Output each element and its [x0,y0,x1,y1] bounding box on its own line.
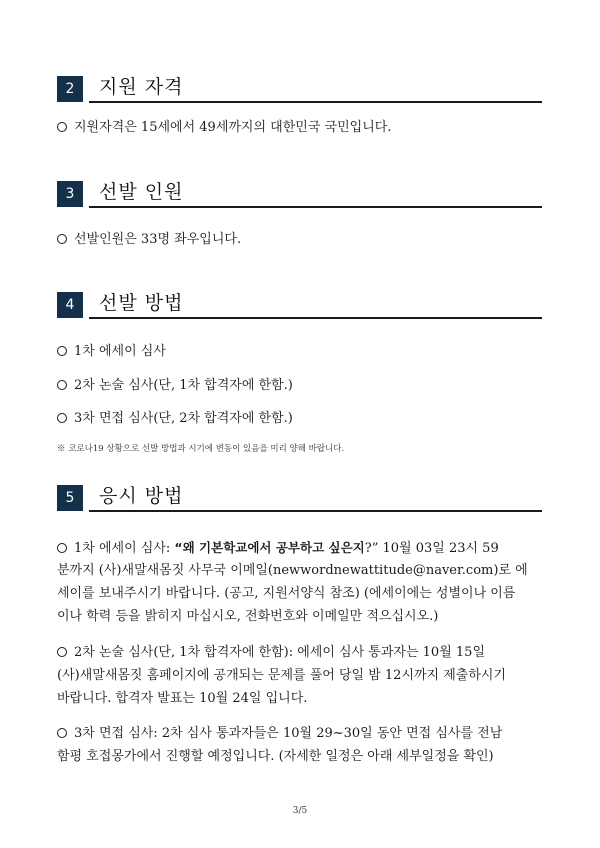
section-number: 4 [57,292,83,318]
paragraph-line: 3차 면접 심사: 2차 심사 통과자들은 10월 29~30일 동안 면접 심사를 전남 [57,722,542,745]
paragraph-line: 이나 학력 등을 밝히지 마십시오, 전화번호와 이메일만 적으십시오.) [57,609,439,624]
section-header-qualification [57,76,542,102]
list-item-text: 선발인원은 33명 좌우입니다. [74,232,242,247]
list-item-text: 1차 에세이 심사 [74,344,166,359]
section-title: 선발 방법 [99,292,184,314]
notice-text: ※ 코로나19 상황으로 선발 방법과 시기에 변동이 있음을 미리 양해 바랍니다. [57,444,345,454]
section-number: 5 [57,485,83,511]
list-item [57,117,542,138]
section-number: 3 [57,181,83,207]
paragraph-line: 세이를 보내주시기 바랍니다. (공고, 지원서양식 참조) (에세이에는 성별이나 이름 [57,586,516,601]
section-divider [89,510,542,512]
circle-bullet-icon [57,234,67,244]
circle-bullet-icon [57,122,67,132]
circle-bullet-icon [57,728,67,738]
section-header-recruitment-number [57,181,542,207]
list-item [57,229,542,250]
paragraph-interview [57,722,542,768]
paragraph-essay-exam [57,641,542,710]
section-header-application-method [57,485,542,511]
section-title: 지원 자격 [99,76,184,98]
paragraph-line: 1차 에세이 심사: “왜 기본학교에서 공부하고 싶은지?” 10월 03일 23시 59 [57,536,542,559]
paragraph-line: 함평 호접몽가에서 진행할 예정입니다. (자세한 일정은 아래 세부일정을 확인) [57,749,494,764]
circle-bullet-icon [57,346,67,356]
circle-bullet-icon [57,380,67,390]
paragraph-line: 바랍니다. 합격자 발표는 10월 24일 입니다. [57,691,308,706]
section-divider [89,317,542,319]
section-divider [89,206,542,208]
section-divider [89,101,542,103]
list-item-text: 2차 논술 심사(단, 1차 합격자에 한함.) [74,378,293,393]
section-title: 선발 인원 [99,181,184,203]
paragraph-line: 분까지 (사)새말새몸짓 사무국 이메일(newwordnewattitude@naver.com)로 에 [57,563,528,578]
paragraph-essay [57,536,542,628]
page-number: 3/5 [292,806,308,816]
circle-bullet-icon [57,413,67,423]
list-item-text: 지원자격은 15세에서 49세까지의 대한민국 국민입니다. [74,120,392,135]
paragraph-line: (사)새말새몸짓 홈페이지에 공개되는 문제를 풀어 당일 밤 12시까지 제출하시기 [57,668,507,683]
section-number: 2 [57,76,83,102]
list-item-text: 3차 면접 심사(단, 2차 합격자에 한함.) [74,411,293,426]
circle-bullet-icon [57,543,67,553]
circle-bullet-icon [57,647,67,657]
essay-topic: 왜 기본학교에서 공부하고 싶은지 [182,540,365,555]
section-title: 응시 방법 [99,485,184,507]
paragraph-line: 2차 논술 심사(단, 1차 합격자에 한함): 에세이 심사 통과자는 10월 15일 [57,641,542,664]
list-item [57,408,542,429]
list-item [57,341,542,362]
section-header-selection-method [57,292,542,318]
list-item [57,375,542,396]
